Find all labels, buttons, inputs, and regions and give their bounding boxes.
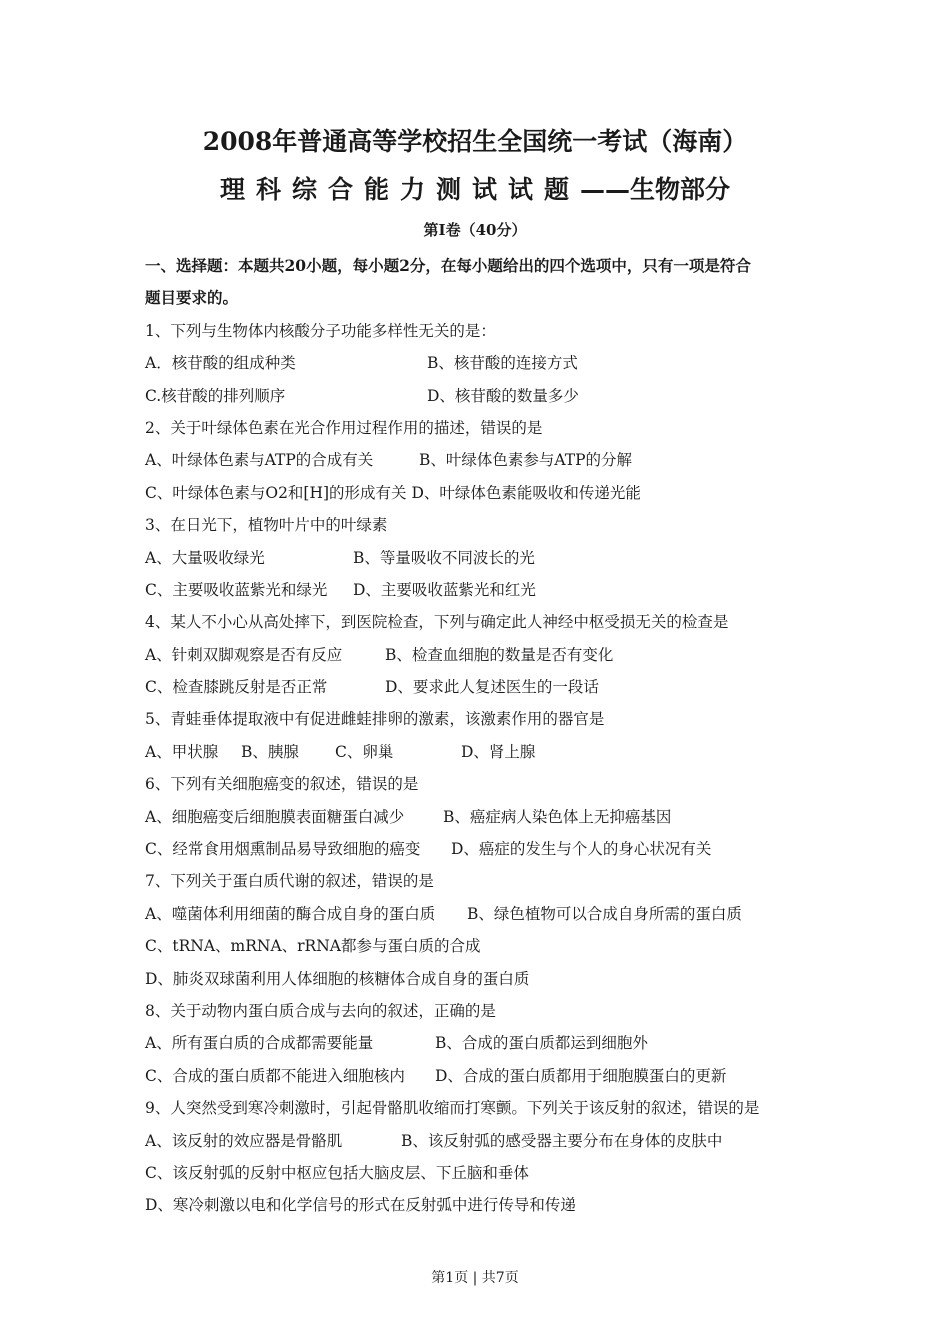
exam-title: 2008年普通高等学校招生全国统一考试（海南） [202,127,748,156]
question-1-option-b: B、核苷酸的连接方式 [427,354,578,373]
question-5-option-a: A、甲状腺 [145,742,219,761]
question-5-options [145,736,835,768]
question-1-options-cd [145,380,835,412]
question-1-stem: 1、下列与生物体内核酸分子功能多样性无关的是： [145,321,496,340]
question-3-option-c: C、主要吸收蓝紫光和绿光 [145,580,328,599]
page-number: 第1页 | 共7页 [431,1270,519,1286]
instructions-line-2: 题目要求的。 [145,288,239,308]
question-8-stem: 8、关于动物内蛋白质合成与去向的叙述，正确的是 [145,1001,496,1020]
question-7-stem: 7、下列关于蛋白质代谢的叙述，错误的是 [145,872,434,891]
question-3-options-cd [145,574,835,606]
question-9-option-d: D、寒冷刺激以电和化学信号的形式在反射弧中进行传导和传递 [145,1196,576,1215]
subtitle-tail: ——生物部分 [580,175,731,204]
question-4-options-ab [145,639,835,671]
question-1-option-d: D、核苷酸的数量多少 [427,386,579,405]
question-2-options-ab [145,444,835,476]
question-7-option-d: D、肺炎双球菌利用人体细胞的核糖体合成自身的蛋白质 [145,969,530,988]
question-8-option-c: C、合成的蛋白质都不能进入细胞核内 [145,1066,405,1085]
question-7-options-ab [145,898,835,930]
question-6-option-c: C、经常食用烟熏制品易导致细胞的癌变 [145,840,421,859]
question-6-option-b: B、癌症病人染色体上无抑癌基因 [443,807,672,826]
question-1-options-ab [145,347,835,379]
question-7-option-b: B、绿色植物可以合成自身所需的蛋白质 [467,904,742,923]
question-3-option-b: B、等量吸收不同波长的光 [353,548,535,567]
question-8-options-cd [145,1060,835,1092]
question-8-option-a: A、所有蛋白质的合成都需要能量 [145,1034,374,1053]
question-5-option-b: B、胰腺 [241,742,299,761]
question-4-option-c: C、检查膝跳反射是否正常 [145,678,328,697]
question-7-option-a: A、噬菌体利用细菌的酶合成自身的蛋白质 [145,904,436,923]
question-list [145,250,835,1222]
question-5-option-d: D、肾上腺 [461,742,536,761]
subtitle-main: 理科综合能力测试试题 [219,175,580,204]
question-6-options-cd [145,833,835,865]
question-5-stem: 5、青蛙垂体提取液中有促进雌蛙排卵的激素，该激素作用的器官是 [145,710,605,729]
question-8-option-d: D、合成的蛋白质都用于细胞膜蛋白的更新 [435,1066,727,1085]
question-1-option-a: A．核苷酸的组成种类 [145,354,296,373]
question-4-options-cd [145,671,835,703]
question-9-option-c: C、该反射弧的反射中枢应包括大脑皮层、下丘脑和垂体 [145,1163,529,1182]
question-7-option-c: C、tRNA、mRNA、rRNA都参与蛋白质的合成 [145,937,481,956]
question-3-stem: 3、在日光下，植物叶片中的叶绿素 [145,516,388,535]
question-3-options-ab [145,542,835,574]
question-9-stem: 9、人突然受到寒冷刺激时，引起骨骼肌收缩而打寒颤。下列关于该反射的叙述，错误的是 [145,1099,760,1118]
question-4-stem: 4、某人不小心从高处摔下，到医院检查，下列与确定此人神经中枢受损无关的检查是 [145,613,729,632]
question-5-option-c: C、卵巢 [335,742,394,761]
question-2-options-cd: C、叶绿体色素与O2和[H]的形成有关 D、叶绿体色素能吸收和传递光能 [145,483,641,502]
instructions-line-1: 一、选择题：本题共20小题，每小题2分，在每小题给出的四个选项中，只有一项是符合 [145,256,751,275]
question-6-option-a: A、细胞癌变后细胞膜表面糖蛋白减少 [145,807,405,826]
exam-subtitle [0,172,950,208]
question-2-stem: 2、关于叶绿体色素在光合作用过程作用的描述，错误的是 [145,418,543,437]
question-8-options-ab [145,1027,835,1059]
question-2-option-b: B、叶绿体色素参与ATP的分解 [419,451,633,470]
question-6-stem: 6、下列有关细胞癌变的叙述，错误的是 [145,775,419,794]
section-label: 第I卷（40分） [423,221,527,239]
question-6-option-d: D、癌症的发生与个人的身心状况有关 [451,840,712,859]
question-6-options-ab [145,801,835,833]
question-8-option-b: B、合成的蛋白质都运到细胞外 [435,1034,648,1053]
question-4-option-d: D、要求此人复述医生的一段话 [385,678,599,697]
question-9-options-ab [145,1125,835,1157]
question-3-option-a: A、大量吸收绿光 [145,548,265,567]
question-9-option-b: B、该反射弧的感受器主要分布在身体的皮肤中 [401,1131,723,1150]
question-4-option-a: A、针刺双脚观察是否有反应 [145,645,343,664]
question-2-option-a: A、叶绿体色素与ATP的合成有关 [145,451,374,470]
question-9-option-a: A、该反射的效应器是骨骼肌 [145,1131,343,1150]
question-4-option-b: B、检查血细胞的数量是否有变化 [385,645,614,664]
question-3-option-d: D、主要吸收蓝紫光和红光 [353,580,536,599]
question-1-option-c: C.核苷酸的排列顺序 [145,386,286,405]
